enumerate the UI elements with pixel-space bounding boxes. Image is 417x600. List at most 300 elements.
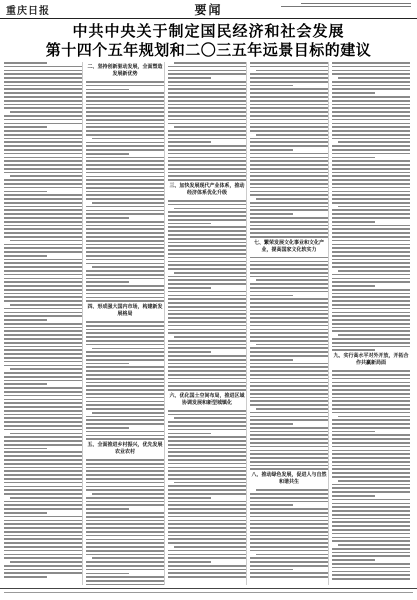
- text-line: [250, 202, 328, 204]
- text-line: [4, 247, 82, 249]
- text-line: [250, 276, 328, 278]
- text-line: [86, 539, 164, 541]
- text-line: [250, 546, 328, 548]
- text-line: [174, 62, 246, 64]
- text-line: [86, 247, 164, 249]
- text-line: [86, 355, 164, 357]
- text-line: [250, 382, 328, 384]
- text-line: [332, 468, 410, 470]
- text-line: [86, 85, 164, 87]
- text-line: [4, 323, 82, 325]
- text-line: [250, 160, 328, 162]
- text-line: [332, 202, 410, 204]
- text-line: [4, 164, 82, 166]
- text-line: [250, 179, 328, 181]
- text-line: [338, 544, 410, 546]
- text-line: [4, 198, 82, 200]
- text-line: [4, 342, 82, 344]
- text-line: [250, 261, 328, 263]
- text-line: [250, 81, 328, 83]
- text-line: [86, 550, 164, 552]
- text-line: [332, 484, 410, 486]
- text-line: [250, 321, 328, 323]
- text-line: [4, 395, 82, 397]
- text-line: [86, 359, 164, 361]
- text-line: [332, 533, 410, 535]
- text-line: [250, 427, 328, 429]
- text-line: [4, 429, 82, 431]
- text-line: [332, 232, 410, 234]
- text-line: [86, 228, 164, 230]
- text-line: [332, 438, 410, 440]
- text-line: [4, 523, 82, 525]
- text-line: [86, 198, 164, 200]
- text-line: [86, 244, 164, 246]
- text-line: [250, 62, 328, 64]
- text-line: [250, 295, 293, 297]
- text-line: [332, 346, 410, 348]
- text-line: [250, 501, 328, 503]
- text-line: [4, 425, 82, 427]
- text-line: [332, 370, 410, 372]
- text-line: [4, 546, 82, 548]
- text-line: [332, 262, 410, 264]
- text-line: [250, 77, 328, 79]
- text-line: [168, 88, 246, 90]
- text-line: [250, 400, 328, 402]
- text-line: [4, 278, 82, 280]
- text-line: [332, 342, 410, 344]
- text-line: [4, 126, 47, 128]
- text-line: [4, 183, 82, 185]
- text-line: [250, 96, 328, 98]
- text-line: [168, 485, 246, 487]
- text-line: [250, 66, 328, 68]
- text-line: [332, 555, 410, 557]
- text-line: [250, 450, 328, 452]
- text-line: [4, 213, 82, 215]
- text-line: [168, 421, 246, 423]
- text-line: [174, 546, 246, 548]
- text-line: [4, 145, 82, 147]
- text-line: [4, 289, 82, 291]
- text-line: [338, 141, 410, 143]
- text-line: [332, 465, 410, 467]
- text-line: [86, 130, 164, 132]
- text-line: [86, 191, 164, 193]
- text-line: [332, 225, 410, 227]
- text-line: [86, 332, 164, 334]
- text-line: [332, 393, 410, 395]
- text-line: [168, 230, 246, 232]
- text-line: [4, 73, 82, 75]
- text-line: [250, 393, 328, 395]
- text-line: [168, 123, 246, 125]
- text-line: [86, 382, 164, 384]
- text-line: [168, 295, 246, 297]
- text-line: [86, 478, 164, 480]
- text-line: [332, 476, 410, 478]
- text-line: [250, 542, 328, 544]
- text-line: [86, 81, 164, 83]
- text-line: [168, 70, 246, 72]
- text-line: [168, 145, 246, 147]
- text-line: [250, 504, 293, 506]
- text-line: [86, 374, 164, 376]
- text-line: [250, 209, 328, 211]
- text-line: [332, 563, 410, 565]
- text-line: [250, 565, 328, 567]
- text-line: [86, 183, 164, 185]
- text-line: [86, 240, 164, 242]
- text-line: [250, 535, 328, 537]
- text-line: [168, 572, 246, 574]
- text-line: [332, 198, 410, 200]
- text-line: [338, 77, 410, 79]
- text-line: [168, 268, 246, 270]
- text-line: [10, 497, 82, 499]
- text-line: [4, 100, 82, 102]
- text-line: [4, 508, 82, 510]
- text-line: [92, 412, 164, 414]
- text-line: [4, 542, 82, 544]
- text-line: [4, 330, 82, 332]
- text-line: [4, 572, 82, 574]
- text-line: [86, 210, 164, 212]
- text-line: [4, 538, 82, 540]
- text-line: [4, 312, 82, 314]
- text-line: [4, 96, 82, 98]
- text-line: [168, 253, 246, 255]
- text-line: [4, 410, 82, 412]
- text-line: [168, 310, 246, 312]
- text-line: [168, 359, 246, 361]
- text-line: [332, 66, 410, 68]
- text-line: [168, 238, 246, 240]
- text-line: [4, 232, 82, 234]
- text-line: [4, 501, 82, 503]
- text-line: [4, 119, 82, 121]
- text-line: [332, 236, 410, 238]
- text-line: [338, 480, 410, 482]
- text-line: [4, 406, 82, 408]
- text-line: [174, 336, 246, 338]
- text-line: [4, 493, 82, 495]
- text-line: [332, 487, 410, 489]
- text-line: [256, 198, 328, 200]
- text-line: [332, 304, 410, 306]
- text-line: [168, 470, 246, 472]
- text-line: [332, 138, 410, 140]
- text-line: [250, 385, 328, 387]
- text-line: [168, 321, 246, 323]
- text-line: [250, 268, 328, 270]
- text-line: [168, 329, 246, 331]
- text-line: [86, 263, 164, 265]
- text-line: [332, 70, 410, 72]
- text-line: [332, 123, 410, 125]
- text-line: [332, 100, 410, 102]
- headline-line-2: 第十四个五年规划和二〇三五年远景目标的建议: [45, 41, 372, 59]
- text-line: [86, 576, 164, 578]
- text-line: [250, 340, 328, 342]
- text-line: [250, 457, 328, 459]
- text-line: [4, 527, 82, 529]
- text-line: [338, 416, 410, 418]
- text-line: [4, 327, 82, 329]
- text-line: [250, 172, 328, 174]
- text-line: [4, 478, 82, 480]
- text-line: [256, 344, 328, 346]
- text-line: [86, 565, 164, 567]
- text-line: [86, 459, 164, 461]
- text-line: [332, 179, 410, 181]
- text-line: [250, 92, 328, 94]
- text-line: [168, 340, 246, 342]
- text-line: [92, 202, 164, 204]
- text-line: [168, 542, 246, 544]
- text-line: [4, 308, 82, 310]
- text-line: [86, 497, 164, 499]
- text-line: [250, 572, 328, 574]
- text-line: [332, 495, 375, 497]
- text-line: [332, 293, 410, 295]
- text-line: [168, 554, 246, 556]
- text-line: [86, 512, 164, 514]
- text-line: [168, 474, 246, 476]
- text-line: [332, 62, 410, 64]
- text-line: [174, 208, 246, 210]
- text-line: [86, 278, 164, 280]
- text-line: [168, 242, 246, 244]
- text-line: [168, 153, 246, 155]
- text-line: [250, 325, 328, 327]
- text-column: [4, 62, 83, 585]
- text-line: [86, 297, 164, 299]
- text-line: [4, 512, 47, 514]
- text-line: [86, 206, 164, 208]
- text-line: [4, 482, 82, 484]
- text-line: [250, 115, 328, 117]
- text-line: [4, 399, 82, 401]
- text-line: [168, 104, 246, 106]
- text-line: [86, 300, 164, 302]
- subhead: 九、实行高水平对外开放，开拓合作共赢新局面: [333, 353, 409, 367]
- text-line: [4, 319, 47, 321]
- text-line: [332, 423, 410, 425]
- text-line: [174, 272, 246, 274]
- text-line: [4, 334, 82, 336]
- text-line: [332, 168, 410, 170]
- article-body: [4, 62, 413, 585]
- text-line: [332, 472, 410, 474]
- text-line: [168, 467, 246, 469]
- text-line: [332, 446, 410, 448]
- text-line: [86, 584, 164, 585]
- text-line: [86, 393, 164, 395]
- text-line: [4, 296, 82, 298]
- text-line: [168, 175, 246, 177]
- text-line: [4, 470, 82, 472]
- subhead: 三、加快发展现代产业体系，推动经济体系优化升级: [169, 183, 245, 196]
- text-line: [332, 289, 410, 291]
- text-line: [4, 349, 82, 351]
- text-line: [86, 580, 164, 582]
- text-line: [86, 546, 164, 548]
- text-line: [86, 100, 164, 102]
- text-line: [168, 219, 246, 221]
- text-line: [86, 351, 164, 353]
- text-line: [168, 550, 246, 552]
- text-line: [168, 157, 246, 159]
- text-line: [86, 89, 129, 91]
- text-line: [86, 535, 164, 537]
- text-line: [168, 179, 246, 181]
- text-line: [86, 336, 164, 338]
- text-line: [332, 330, 410, 332]
- text-line: [332, 221, 375, 223]
- text-line: [4, 85, 82, 87]
- text-line: [338, 334, 410, 336]
- text-line: [4, 383, 47, 385]
- text-line: [256, 279, 328, 281]
- text-line: [4, 436, 82, 438]
- text-line: [332, 157, 375, 159]
- text-line: [86, 329, 164, 331]
- text-line: [250, 508, 328, 510]
- text-line: [86, 160, 164, 162]
- text-line: [168, 66, 246, 68]
- text-line: [86, 168, 164, 170]
- text-line: [332, 404, 410, 406]
- text-line: [332, 85, 410, 87]
- text-line: [4, 576, 47, 578]
- text-line: [332, 285, 375, 287]
- text-line: [86, 164, 164, 166]
- text-line: [4, 138, 82, 140]
- text-line: [4, 380, 82, 382]
- text-line: [250, 569, 293, 571]
- text-line: [332, 567, 410, 569]
- text-line: [250, 302, 328, 304]
- text-line: [332, 73, 410, 75]
- text-line: [250, 497, 328, 499]
- text-line: [10, 304, 82, 306]
- text-line: [250, 111, 328, 113]
- text-line: [4, 338, 82, 340]
- text-line: [4, 141, 82, 143]
- text-line: [10, 368, 82, 370]
- text-line: [168, 149, 246, 151]
- text-line: [86, 520, 164, 522]
- text-line: [4, 149, 82, 151]
- text-line: [168, 283, 246, 285]
- text-line: [168, 576, 246, 578]
- text-line: [86, 463, 164, 465]
- text-line: [332, 92, 375, 94]
- text-line: [250, 557, 328, 559]
- text-line: [86, 467, 164, 469]
- text-line: [86, 153, 129, 155]
- text-line: [168, 249, 246, 251]
- text-line: [168, 279, 246, 281]
- text-line: [86, 523, 164, 525]
- text-line: [4, 194, 82, 196]
- text-line: [168, 168, 246, 170]
- text-line: [86, 104, 164, 106]
- text-line: [250, 576, 328, 578]
- text-line: [250, 378, 328, 380]
- text-line: [86, 111, 164, 113]
- text-line: [86, 126, 164, 128]
- text-line: [332, 255, 410, 257]
- text-line: [332, 457, 410, 459]
- text-line: [332, 228, 410, 230]
- text-line: [86, 115, 164, 117]
- text-line: [332, 514, 410, 516]
- text-line: [4, 315, 82, 317]
- text-line: [4, 448, 47, 450]
- text-line: [332, 374, 410, 376]
- text-line: [4, 554, 82, 556]
- text-line: [332, 400, 410, 402]
- text-line: [4, 459, 82, 461]
- text-line: [250, 329, 328, 331]
- text-line: [4, 259, 82, 261]
- text-line: [250, 73, 328, 75]
- text-line: [250, 175, 328, 177]
- text-line: [86, 423, 164, 425]
- text-line: [250, 206, 328, 208]
- text-line: [332, 521, 410, 523]
- text-line: [10, 561, 82, 563]
- text-line: [4, 66, 82, 68]
- text-line: [250, 145, 328, 147]
- text-line: [168, 366, 246, 368]
- text-line: [174, 417, 246, 419]
- text-line: [168, 100, 246, 102]
- text-line: [92, 348, 164, 350]
- text-line: [332, 319, 410, 321]
- text-line: [4, 414, 82, 416]
- text-line: [168, 385, 246, 387]
- text-line: [332, 442, 410, 444]
- text-line: [168, 204, 246, 206]
- text-line: [250, 416, 328, 418]
- text-line: [86, 194, 164, 196]
- text-line: [4, 569, 82, 571]
- text-line: [168, 527, 246, 529]
- text-line: [168, 164, 246, 166]
- section-title: 要闻: [194, 3, 223, 17]
- text-line: [168, 81, 246, 83]
- text-line: [256, 134, 328, 136]
- text-line: [332, 385, 410, 387]
- text-line: [250, 107, 328, 109]
- text-line: [4, 451, 82, 453]
- text-line: [332, 427, 410, 429]
- text-line: [4, 285, 82, 287]
- text-line: [86, 435, 164, 437]
- text-line: [250, 149, 293, 151]
- text-line: [168, 569, 246, 571]
- text-line: [4, 531, 82, 533]
- text-line: [174, 126, 246, 128]
- text-line: [250, 453, 328, 455]
- text-line: [250, 164, 328, 166]
- text-line: [86, 474, 164, 476]
- headline: [6, 22, 411, 60]
